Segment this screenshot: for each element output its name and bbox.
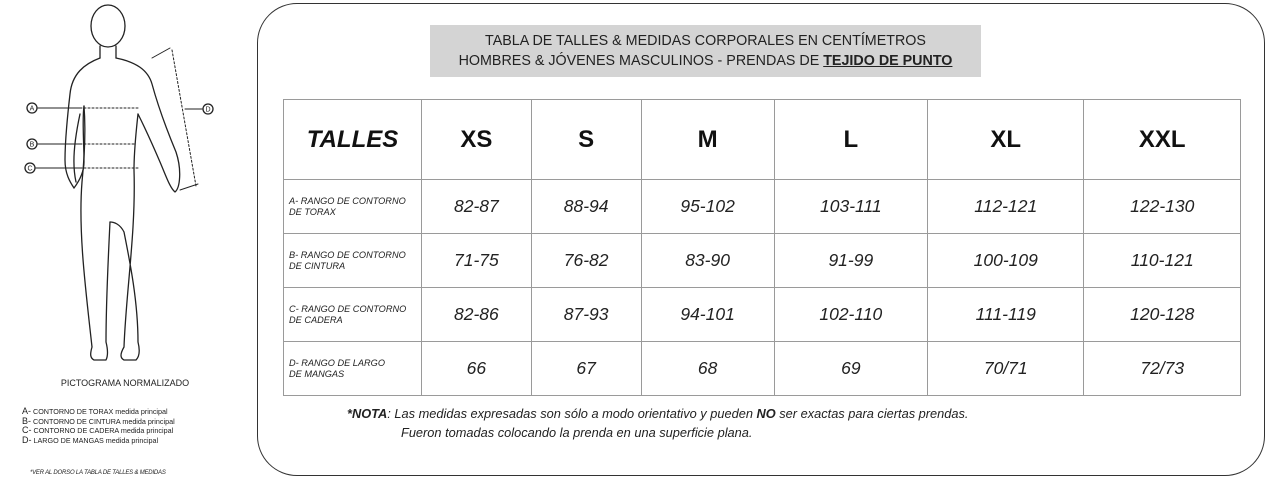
note-prefix: *NOTA (347, 406, 388, 421)
size-header: XXL (1084, 100, 1241, 180)
legend-letter: B- (22, 415, 31, 426)
size-header: M (641, 100, 774, 180)
legend-item (22, 436, 175, 446)
size-header: XS (422, 100, 532, 180)
pictogram-title: PICTOGRAMA NORMALIZADO (60, 378, 190, 388)
marker-d: D (205, 106, 211, 114)
table-row (284, 234, 1241, 288)
body-pictogram-icon (20, 2, 230, 374)
title-line-1: TABLA DE TALLES & MEDIDAS CORPORALES EN CENTÍMETROS (485, 33, 926, 49)
table-cell: 83-90 (641, 234, 774, 288)
table-cell: 82-86 (422, 288, 532, 342)
legend-note: medida principal (115, 407, 168, 416)
note-line-2: Fueron tomadas colocando la prenda en una superficie plana. (401, 425, 753, 440)
table-cell: 91-99 (774, 234, 927, 288)
note-text: : Las medidas expresadas son sólo a modo orientativo y pueden (387, 406, 757, 421)
size-header: XL (928, 100, 1084, 180)
title-line-2 (430, 51, 981, 71)
table-cell: 66 (422, 342, 532, 396)
table-header-row (284, 100, 1241, 180)
table-row (284, 288, 1241, 342)
table-cell: 76-82 (531, 234, 641, 288)
pictogram-panel (0, 0, 250, 487)
table-cell: 88-94 (531, 180, 641, 234)
table-cell: 103-111 (774, 180, 927, 234)
table-cell: 67 (531, 342, 641, 396)
table-cell: 95-102 (641, 180, 774, 234)
table-cell: 71-75 (422, 234, 532, 288)
table-cell: 100-109 (928, 234, 1084, 288)
table-cell: 112-121 (928, 180, 1084, 234)
table-cell: 68 (641, 342, 774, 396)
row-label: B- RANGO DE CONTORNO DE CINTURA (284, 234, 422, 288)
table-cell: 94-101 (641, 288, 774, 342)
talles-header: TALLES (284, 100, 422, 180)
note-line-1 (347, 406, 968, 421)
table-cell: 120-128 (1084, 288, 1241, 342)
legend-letter: D- (22, 435, 32, 446)
legend-note: medida principal (122, 416, 175, 426)
table-cell: 102-110 (774, 288, 927, 342)
table-cell: 82-87 (422, 180, 532, 234)
table-cell: 87-93 (531, 288, 641, 342)
legend-note: medida principal (105, 436, 159, 446)
table-cell: 69 (774, 342, 927, 396)
legend-text: LARGO DE MANGAS (33, 436, 104, 446)
table-row (284, 180, 1241, 234)
table-cell: 111-119 (928, 288, 1084, 342)
size-header: S (531, 100, 641, 180)
pictogram-legend (22, 407, 175, 446)
title-emphasis: TEJIDO DE PUNTO (823, 53, 953, 69)
legend-text: CONTORNO DE CINTURA (33, 416, 121, 426)
row-label: C- RANGO DE CONTORNO DE CADERA (284, 288, 422, 342)
marker-a: A (29, 105, 35, 113)
pictogram-footnote: *VER AL DORSO LA TABLA DE TALLES & MEDIDAS (30, 470, 166, 476)
table-cell: 72/73 (1084, 342, 1241, 396)
row-label: A- RANGO DE CONTORNO DE TORAX (284, 180, 422, 234)
size-header: L (774, 100, 927, 180)
legend-letter: A- (22, 406, 31, 416)
legend-text: CONTORNO DE TORAX (33, 407, 114, 416)
marker-c: C (27, 165, 33, 173)
chart-title (430, 25, 981, 77)
table-cell: 122-130 (1084, 180, 1241, 234)
legend-letter: C- (22, 425, 32, 436)
table-cell: 110-121 (1084, 234, 1241, 288)
title-line-2-text: HOMBRES & JÓVENES MASCULINOS - PRENDAS DE (458, 53, 824, 69)
size-table (283, 99, 1241, 396)
table-row (284, 342, 1241, 396)
legend-item (22, 407, 175, 417)
legend-text: CONTORNO DE CADERA (33, 426, 119, 436)
legend-note: medida principal (120, 426, 174, 436)
note-text: ser exactas para ciertas prendas. (775, 406, 969, 421)
row-label: D- RANGO DE LARGO DE MANGAS (284, 342, 422, 396)
disclaimer-note (347, 404, 968, 442)
legend-item (22, 417, 175, 427)
table-cell: 70/71 (928, 342, 1084, 396)
marker-b: B (29, 141, 35, 149)
legend-item (22, 426, 175, 436)
note-emphasis: NO (756, 406, 776, 421)
